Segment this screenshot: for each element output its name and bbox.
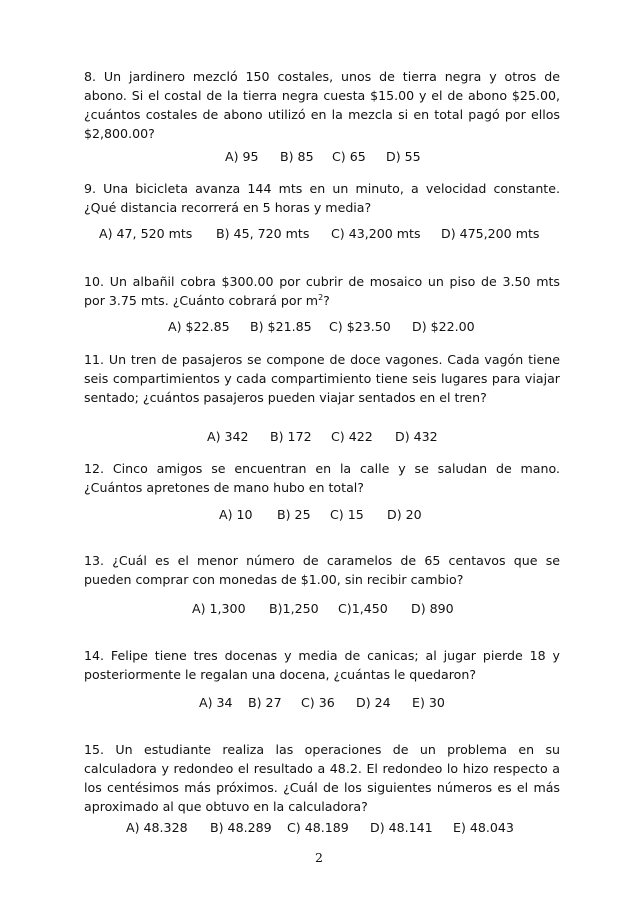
option-b: B) 172 (270, 429, 312, 444)
option-a: A) 48.328 (126, 820, 188, 835)
option-d: D) 55 (386, 149, 421, 164)
option-c: C) 43,200 mts (331, 226, 421, 241)
option-c: C) 48.189 (287, 820, 349, 835)
superscript: 2 (318, 293, 324, 302)
option-d: D) 48.141 (370, 820, 433, 835)
question-13: 13. ¿Cuál es el menor número de caramelos de 65 centavos que se pueden comprar con monedas de $1.00, sin recibir cambio? (84, 553, 560, 587)
option-b: B) 85 (280, 149, 314, 164)
option-b: B)1,250 (269, 601, 319, 616)
option-d: D) 20 (387, 507, 422, 522)
option-a: A) 10 (219, 507, 253, 522)
option-c: C) 422 (331, 429, 373, 444)
option-a: A) 342 (207, 429, 249, 444)
option-e: E) 30 (412, 695, 445, 710)
option-a: A) 47, 520 mts (99, 226, 193, 241)
option-d: D) 475,200 mts (441, 226, 540, 241)
question-8: 8. Un jardinero mezcló 150 costales, unos de tierra negra y otros de abono. Si el costal de la tierra negra cuesta $15.00 y el de abono $25.00, ¿cuántos costales de abono utilizó en la mezcla si en total pagó por ellos $2,800.00? (84, 69, 560, 141)
option-d: D) 890 (411, 601, 454, 616)
option-b: B) $21.85 (250, 319, 312, 334)
question-9: 9. Una bicicleta avanza 144 mts en un minuto, a velocidad constante. ¿Qué distancia recorrerá en 5 horas y media? (84, 181, 560, 215)
option-d: D) 432 (395, 429, 438, 444)
option-a: A) 95 (225, 149, 259, 164)
question-10 (84, 272, 560, 310)
option-b: B) 27 (248, 695, 282, 710)
option-a: A) 34 (199, 695, 233, 710)
question-15: 15. Un estudiante realiza las operaciones de un problema en su calculadora y redondeo el resultado a 48.2. El redondeo lo hizo respecto a los centésimos más próximos. ¿Cuál de los siguientes números es el más aproximado al que obtuvo en la calculadora? (84, 742, 560, 814)
question-10-end: ? (323, 293, 330, 308)
option-a: A) $22.85 (168, 319, 230, 334)
option-c: C) 15 (330, 507, 364, 522)
question-12: 12. Cinco amigos se encuentran en la calle y se saludan de mano. ¿Cuántos apretones de mano hubo en total? (84, 461, 560, 495)
question-10-text: 10. Un albañil cobra $300.00 por cubrir de mosaico un piso de 3.50 mts por 3.75 mts. ¿Cuánto cobrará por m (84, 274, 560, 308)
option-b: B) 45, 720 mts (216, 226, 310, 241)
option-c: C) $23.50 (329, 319, 391, 334)
option-c: C) 65 (332, 149, 366, 164)
option-c: C) 36 (301, 695, 335, 710)
question-11: 11. Un tren de pasajeros se compone de doce vagones. Cada vagón tiene seis compartimientos y cada compartimiento tiene seis lugares para viajar sentado; ¿cuántos pasajeros pueden viajar sentados en el tren? (84, 352, 560, 405)
option-b: B) 48.289 (210, 820, 272, 835)
option-b: B) 25 (277, 507, 311, 522)
option-d: D) 24 (356, 695, 391, 710)
question-14: 14. Felipe tiene tres docenas y media de canicas; al jugar pierde 18 y posteriormente le regalan una docena, ¿cuántas le quedaron? (84, 648, 560, 682)
option-d: D) $22.00 (412, 319, 475, 334)
option-c: C)1,450 (338, 601, 388, 616)
option-a: A) 1,300 (192, 601, 246, 616)
page-number: 2 (315, 850, 323, 865)
option-e: E) 48.043 (453, 820, 514, 835)
